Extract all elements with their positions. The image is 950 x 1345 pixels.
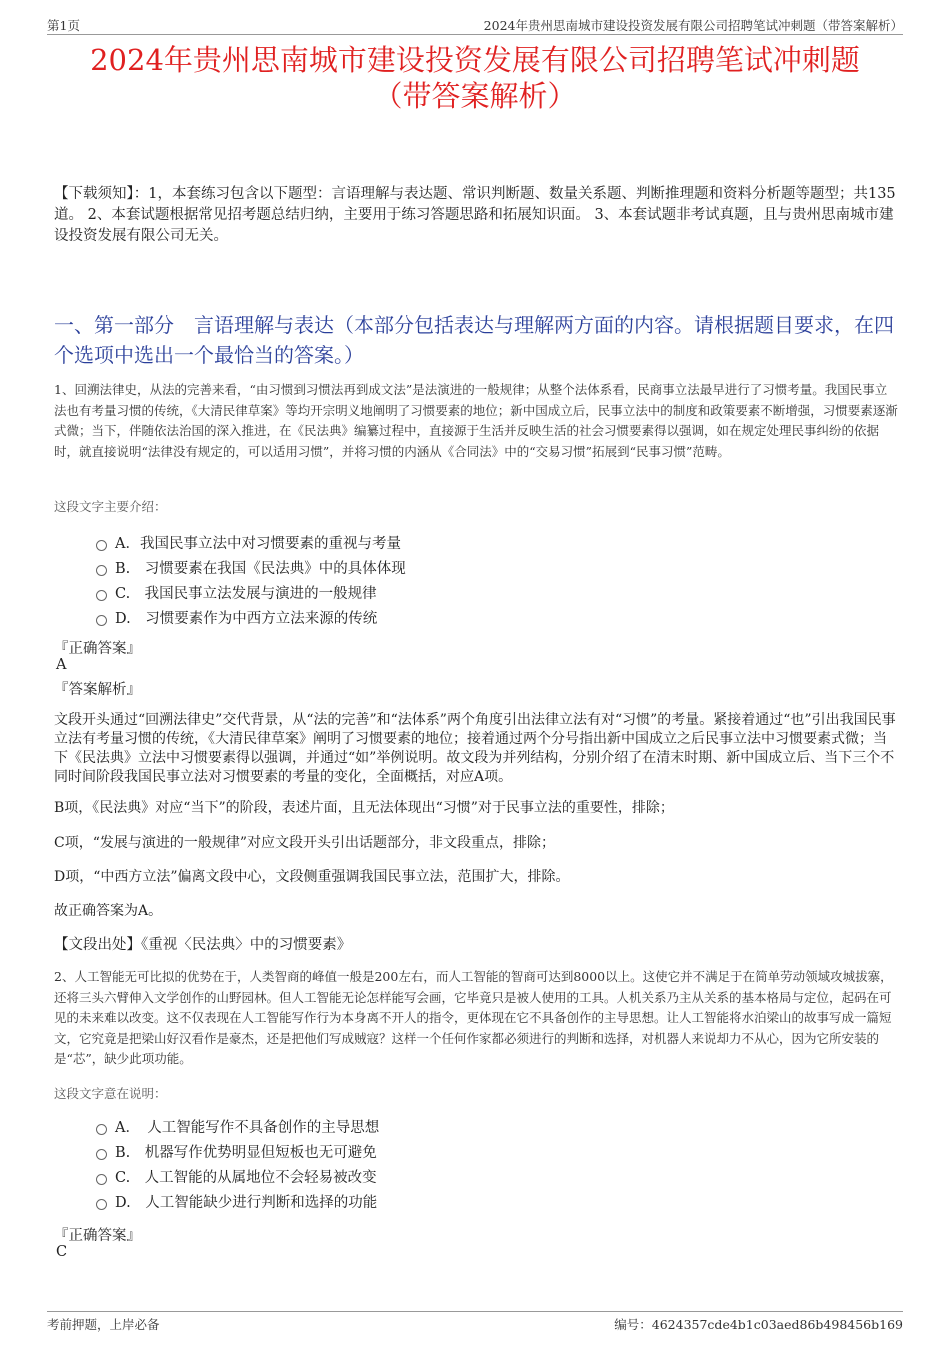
radio-icon[interactable] [96, 1149, 107, 1160]
page-footer [47, 1311, 903, 1332]
question-2-option-d[interactable]: D. 人工智能缺少进行判断和选择的功能 [96, 1189, 379, 1214]
question-2-option-c[interactable]: C. 人工智能的从属地位不会轻易被改变 [96, 1164, 379, 1189]
footer-slogan: 考前押题，上岸必备 [47, 1317, 160, 1332]
question-1-source: 【文段出处】《重视〈民法典〉中的习惯要素》 [54, 937, 352, 953]
radio-icon[interactable] [96, 540, 107, 551]
question-1-text: 1、回溯法律史，从法的完善来看，“由习惯到习惯法再到成文法”是法演进的一般规律；从整个法体系看，民商事立法最早进行了习惯考量。我国民事立法也有考量习惯的传统，《大清民律草案》等均开宗明义地阐明了习惯要素的地位；新中国成立后，民事立法中的制度和政策要素不断增强，习惯要素逐渐式微；当下，伴随依法治国的深入推进，在《民法典》编纂过程中，直接源于生活并反映生活的社会习惯要素得以强调，如在规定处理民事纠纷的依据时，就直接说明“法律没有规定的，可以适用习惯”，并将习惯的内涵从《合同法》中的“交易习惯”拓展到“民事习惯”范畴。 [54, 382, 898, 459]
question-1-answer: A [56, 657, 67, 673]
title-line-1: 2024年贵州思南城市建设投资发展有限公司招聘笔试冲刺题 [90, 43, 860, 77]
question-2-answer-label: 『正确答案』 [54, 1228, 141, 1244]
page-number: 第1页 [47, 18, 80, 33]
footer-serial: 编号：4624357cde4b1c03aed86b498456b169 [614, 1317, 903, 1332]
question-1-analysis-p1: 文段开头通过“回溯法律史”交代背景，从“法的完善”和“法体系”两个角度引出法律立法有对“习惯”的考量。紧接着通过“也”引出我国民事立法有考量习惯的传统，《大清民律草案》阐明了习惯要素的地位；接着通过两个分号指出新中国成立之后民事立法中习惯要素式微；当下《民法典》立法中习惯要素得以强调，并通过“如”举例说明。故文段为并列结构，分别介绍了在清末时期、新中国成立后、当下三个不同时间阶段我国民事立法对习惯要素的考量的变化，全面概括，对应A项。 [54, 712, 896, 785]
document-title [40, 42, 910, 114]
question-1-analysis-p3: C项，“发展与演进的一般规律”对应文段开头引出话题部分，非文段重点，排除； [54, 835, 556, 851]
radio-icon[interactable] [96, 1124, 107, 1135]
question-1-answer-label: 『正确答案』 [54, 641, 141, 657]
question-2-answer: C [56, 1244, 68, 1260]
question-1-option-a[interactable]: A．我国民事立法中对习惯要素的重视与考量 [96, 530, 406, 555]
download-notice: 【下载须知】：1，本套练习包含以下题型：言语理解与表达题、常识判断题、数量关系题、判断推理题和资料分析题等题型；共135道。 2、本套试题根据常见招考题总结归纳，主要用于练习答题思路和拓展知识面。 3、本套试题非考试真题，且与贵州思南城市建设投资发展有限公司无关。 [54, 186, 896, 244]
question-1-analysis-p5: 故正确答案为A。 [54, 903, 163, 919]
page-header [47, 14, 903, 35]
radio-icon[interactable] [96, 615, 107, 626]
question-1-analysis-label: 『答案解析』 [54, 682, 141, 698]
title-line-2: （带答案解析） [373, 79, 577, 113]
question-2-options [96, 1114, 379, 1214]
question-1-option-c[interactable]: C. 我国民事立法发展与演进的一般规律 [96, 580, 406, 605]
radio-icon[interactable] [96, 1174, 107, 1185]
question-1-option-b[interactable]: B. 习惯要素在我国《民法典》中的具体体现 [96, 555, 406, 580]
question-1-options [96, 530, 406, 630]
radio-icon[interactable] [96, 590, 107, 601]
radio-icon[interactable] [96, 565, 107, 576]
section-heading: 一、第一部分 言语理解与表达（本部分包括表达与理解两方面的内容。请根据题目要求，在四个选项中选出一个最恰当的答案。） [54, 313, 894, 367]
question-2-option-a[interactable]: A． 人工智能写作不具备创作的主导思想 [96, 1114, 379, 1139]
question-1-option-d[interactable]: D. 习惯要素作为中西方立法来源的传统 [96, 605, 406, 630]
question-1-prompt: 这段文字主要介绍： [54, 499, 167, 514]
question-2-prompt: 这段文字意在说明： [54, 1086, 167, 1101]
header-doc-title: 2024年贵州思南城市建设投资发展有限公司招聘笔试冲刺题（带答案解析） [483, 18, 903, 33]
question-1-analysis-p4: D项，“中西方立法”偏离文段中心，文段侧重强调我国民事立法，范围扩大，排除。 [54, 869, 570, 885]
question-1-analysis-p2: B项，《民法典》对应“当下”的阶段，表述片面，且无法体现出“习惯”对于民事立法的重要性，排除； [54, 800, 674, 816]
radio-icon[interactable] [96, 1199, 107, 1210]
question-2-option-b[interactable]: B. 机器写作优势明显但短板也无可避免 [96, 1139, 379, 1164]
question-2-text: 2、人工智能无可比拟的优势在于，人类智商的峰值一般是200左右，而人工智能的智商可达到8000以上。这使它并不满足于在简单劳动领域攻城拔寨，还将三头六臂伸入文学创作的山野园林。但人工智能无论怎样能写会画，它毕竟只是被人使用的工具。人机关系乃主从关系的基本格局与定位，起码在可见的未来难以改变。这不仅表现在人工智能写作行为本身离不开人的指令，更体现在它不具备创作的主导思想。让人工智能将水泊梁山的故事写成一篇短文，它究竟是把梁山好汉看作是豪杰，还是把他们写成贼寇？这样一个任何作家都必须进行的判断和选择，对机器人来说却力不从心，因为它所安装的是“芯”，缺少此项功能。 [54, 969, 893, 1066]
